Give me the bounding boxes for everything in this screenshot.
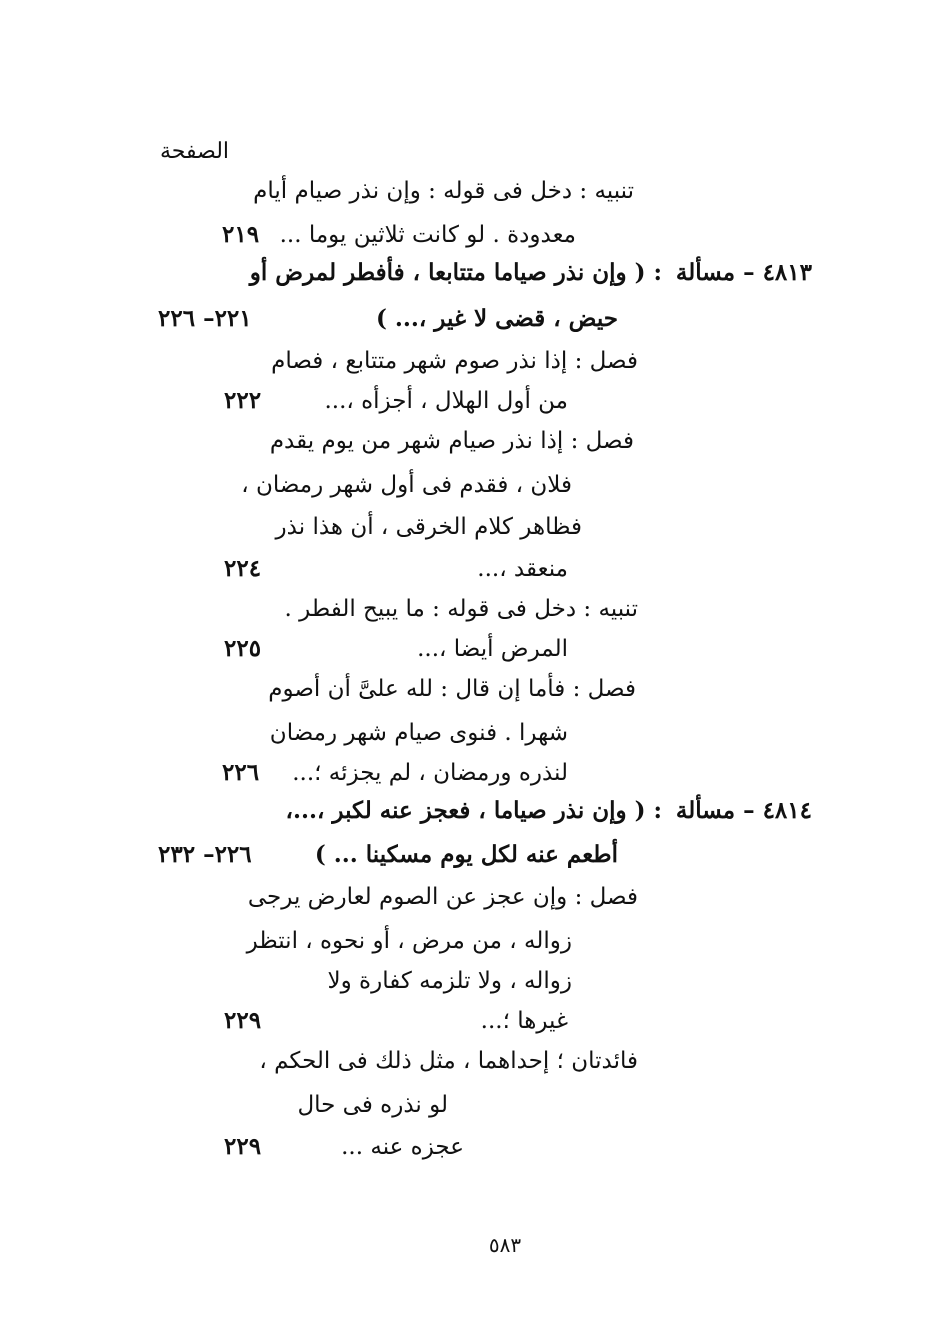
text-line: فلان ، فقدم فى أول شهر رمضان ،: [241, 472, 572, 498]
issue-number: ٤٨١٣ – مسألة: [675, 259, 812, 286]
text-line: تنبيه : دخل فى قوله : ما يبيح الفطر .: [284, 596, 638, 622]
text-line: معدودة . لو كانت ثلاثين يوما ...: [279, 222, 576, 248]
page-reference: ٢٢٩: [224, 1133, 262, 1160]
text-line: زواله ، ولا تلزمه كفارة ولا: [327, 968, 572, 994]
text-line: : ( وإن نذر صياما متتابعا ، فأفطر لمرض أو: [249, 259, 662, 286]
page-range: ٢٢٦– ٢٣٢: [158, 841, 252, 868]
text-line: من أول الهلال ، أجزأه ،...: [324, 388, 568, 414]
text-line: فصل : فأما إن قال : لله علىَّ أن أصوم: [268, 676, 636, 702]
page-reference: ٢٢٢: [224, 387, 262, 414]
page-reference: ٢٢٤: [224, 555, 262, 582]
text-line: : ( وإن نذر صياما ، فعجز عنه لكبر ،...،: [285, 797, 662, 824]
page-reference: ٢٢٩: [224, 1007, 262, 1034]
text-line: لنذره ورمضان ، لم يجزئه ؛...: [292, 760, 568, 786]
text-line: لو نذره فى حال: [297, 1092, 448, 1118]
page-reference: ٢٢٦: [222, 759, 260, 786]
page-number: ٥٨٣: [488, 1233, 522, 1257]
page-range: ٢٢١– ٢٢٦: [158, 305, 252, 332]
page-reference: ٢٢٥: [224, 635, 262, 662]
text-line: فظاهر كلام الخرقى ، أن هذا نذر: [275, 514, 582, 540]
text-line: المرض أيضا ،...: [417, 636, 568, 662]
text-line: فصل : إذا نذر صيام شهر من يوم يقدم: [269, 428, 634, 454]
text-line: فصل : وإن عجز عن الصوم لعارض يرجى: [247, 884, 638, 910]
text-line: غيرها ؛...: [480, 1008, 568, 1034]
page-reference: ٢١٩: [222, 221, 260, 248]
text-line: حيض ، قضى لا غير ،... ): [375, 305, 618, 332]
issue-number: ٤٨١٤ – مسألة: [675, 797, 812, 824]
text-line: عجزه عنه ...: [341, 1134, 464, 1160]
text-line: أطعم عنه لكل يوم مسكينا ... ): [314, 841, 618, 868]
text-line: تنبيه : دخل فى قوله : وإن نذر صيام أيام: [253, 178, 634, 204]
page-header-label: الصفحة: [160, 139, 230, 164]
text-line: منعقد ،...: [477, 556, 568, 582]
text-line: فائدتان ؛ إحداهما ، مثل ذلك فى الحكم ،: [259, 1048, 638, 1074]
text-line: شهرا . فنوى صيام شهر رمضان: [269, 720, 568, 746]
text-line: زواله ، من مرض ، أو نحوه ، انتظر: [246, 928, 572, 954]
text-line: فصل : إذا نذر صوم شهر متتابع ، فصام: [271, 348, 638, 374]
